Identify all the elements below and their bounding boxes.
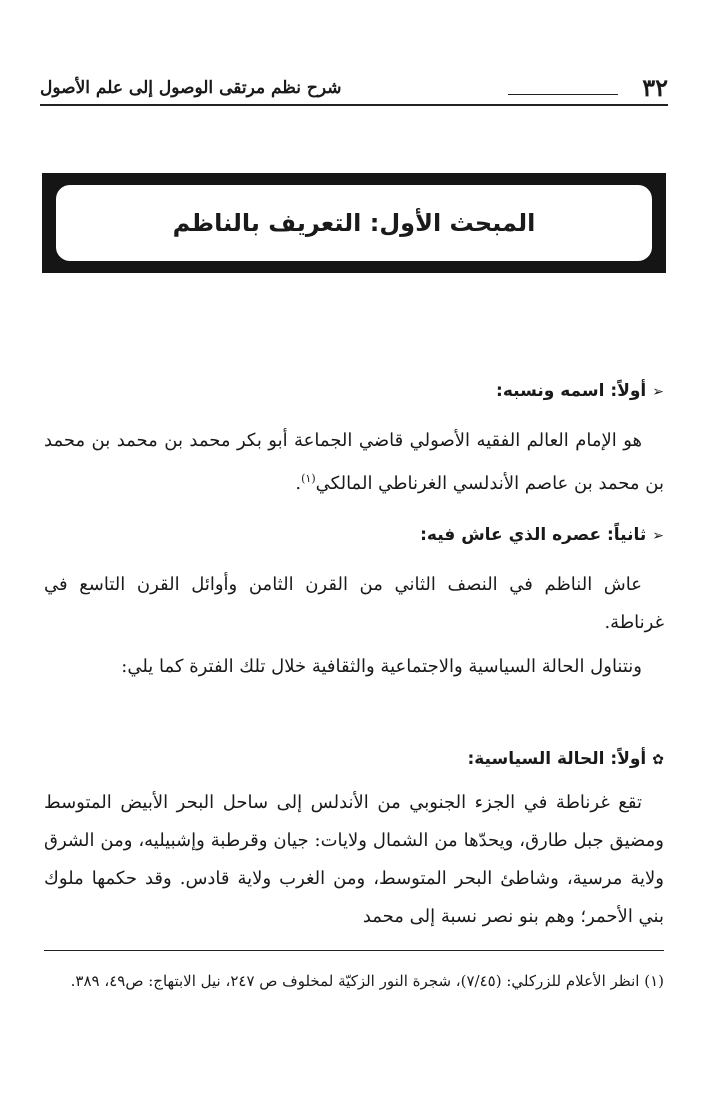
footnote-divider [44,950,664,951]
header-rule [508,94,618,95]
page-number: ٣٢ [642,73,668,102]
chapter-title-inner [54,183,654,263]
paragraph-political: تقع غرناطة في الجزء الجنوبي من الأندلس إلى ساحل البحر الأبيض المتوسط ومضيق جبل طارق، ويحدّها من الشمال ولايات: جيان وقرطبة وإشبيليه، ومن الشرق ولاية مرسية، وشاطئ البحر المتوسط، ومن الغرب ولاية قادس. وقد حكمها ملوك بني الأحمر؛ وهم بنو نصر نسبة إلى محمد [44,792,664,927]
section-heading-political [44,746,664,773]
arrow-bullet-icon: ➢ [652,384,664,400]
footnote-ref[interactable]: (١) [301,472,316,485]
header-divider [40,104,668,106]
section-heading-era [44,522,664,549]
section-heading-text: أولاً: الحالة السياسية: [467,749,647,769]
paragraph-name [44,422,664,503]
arrow-bullet-icon: ➢ [652,528,664,544]
paragraph-end: . [295,473,302,494]
paragraph-text: هو الإمام العالم الفقيه الأصولي قاضي الجماعة أبو بكر محمد بن محمد بن محمد بن محمد بن عاصم الأندلسي الغرناطي المالكي [44,430,664,494]
paragraph-era-intro: ونتناول الحالة السياسية والاجتماعية والثقافية خلال تلك الفترة كما يلي: [121,656,642,677]
book-title: شرح نظم مرتقى الوصول إلى علم الأصول [40,78,342,98]
section-heading-text: ثانياً: عصره الذي عاش فيه: [420,525,647,545]
flower-bullet-icon: ✿ [652,752,664,768]
running-header [40,74,668,102]
footnote: (١) انظر الأعلام للزركلي: (٧/٤٥)، شجرة النور الزكيّة لمخلوف ص ٢٤٧، نيل الابتهاج: ص٤٩، ٣٨٩. [70,972,664,990]
chapter-title-frame [42,173,666,273]
paragraph-era: عاش الناظم في النصف الثاني من القرن الثامن وأوائل القرن التاسع في غرناطة. [44,574,664,633]
chapter-title: المبحث الأول: التعريف بالناظم [172,209,536,237]
section-heading-name [44,378,664,405]
section-heading-text: أولاً: اسمه ونسبه: [496,381,647,401]
